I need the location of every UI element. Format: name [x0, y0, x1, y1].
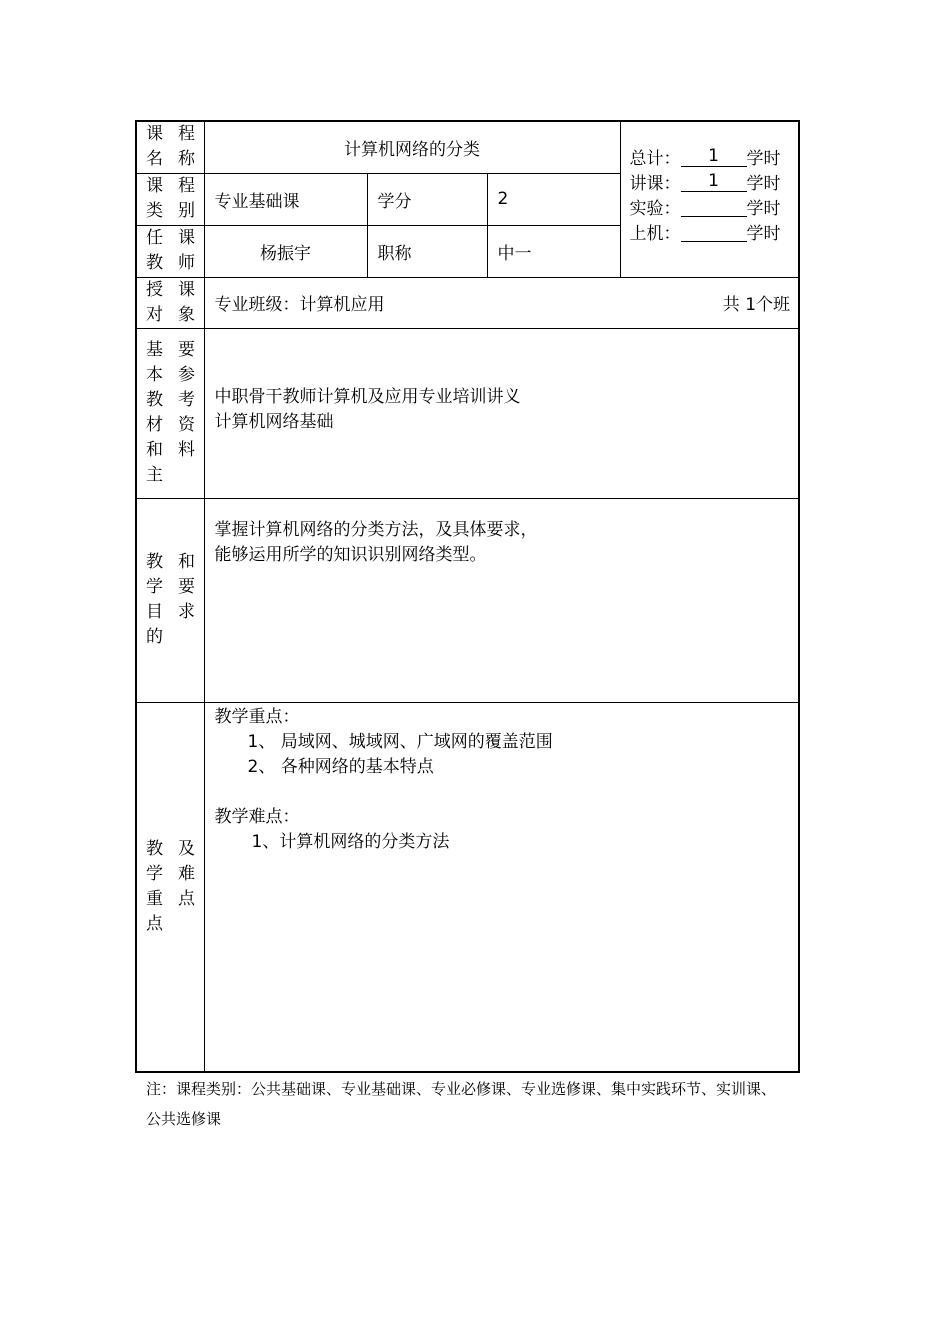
label-char: 别 — [178, 201, 195, 221]
label-char: 课 — [146, 176, 163, 196]
label-char: 课 — [146, 124, 163, 145]
objective-line: 掌握计算机网络的分类方法，及具体要求， — [214, 519, 538, 540]
title-label: 职称 — [367, 225, 487, 277]
label-char: 任 — [146, 228, 163, 248]
objective-line: 能够运用所学的知识识别网络类型。 — [214, 544, 487, 565]
label-char: 本 — [146, 365, 163, 385]
hours-unit: 学时 — [746, 149, 781, 169]
difficulty-heading: 教学难点： — [214, 806, 300, 827]
key-point-item: 2、 各种网络的基本特点 — [247, 756, 434, 777]
label-char: 教 — [146, 838, 163, 859]
teacher-name: 杨振宇 — [204, 225, 367, 277]
difficulty-item: 1、计算机网络的分类方法 — [251, 831, 450, 852]
label-objectives — [136, 498, 204, 702]
label-char: 对 — [146, 304, 163, 325]
hours-panel — [620, 121, 799, 277]
hours-unit: 学时 — [746, 174, 781, 194]
course-info-table — [135, 120, 800, 1073]
label-char: 参 — [178, 365, 195, 385]
label-char: 料 — [178, 440, 195, 460]
class-count: 共 1个班 — [722, 295, 791, 315]
hours-row — [630, 197, 799, 222]
material-line: 计算机网络基础 — [214, 412, 334, 432]
label-char: 象 — [178, 304, 195, 325]
label-char: 点 — [146, 913, 163, 934]
label-course-name — [136, 121, 204, 173]
key-points-cell — [204, 702, 799, 1072]
course-type-value: 专业基础课 — [204, 173, 367, 225]
label-char: 求 — [178, 602, 195, 622]
hours-unit: 学时 — [746, 199, 781, 219]
label-key-points — [136, 702, 204, 1072]
label-char: 学 — [146, 863, 163, 884]
hours-label: 上机： — [629, 224, 681, 244]
credit-label: 学分 — [367, 173, 487, 225]
credit-value: 2 — [487, 173, 620, 225]
label-char: 师 — [178, 253, 195, 273]
label-course-type — [136, 173, 204, 225]
hours-value: 1 — [681, 172, 747, 192]
hours-value: 1 — [681, 147, 747, 167]
label-char: 要 — [178, 340, 195, 360]
label-char: 和 — [178, 552, 195, 572]
material-line: 中职骨干教师计算机及应用专业培训讲义 — [214, 387, 521, 407]
label-char: 主 — [146, 465, 163, 485]
label-char: 学 — [146, 577, 163, 597]
key-point-item: 1、 局域网、城域网、广域网的覆盖范围 — [247, 731, 553, 752]
label-materials — [136, 328, 204, 498]
label-audience — [136, 277, 204, 328]
label-char: 称 — [178, 149, 195, 170]
footnote-line: 注：课程类别：公共基础课、专业基础课、专业必修课、专业选修课、集中实践环节、实训课、 — [146, 1080, 777, 1098]
materials-cell — [204, 328, 799, 498]
hours-row — [630, 147, 799, 172]
label-char: 程 — [178, 124, 195, 145]
label-char: 程 — [178, 176, 195, 196]
objectives-cell — [204, 498, 799, 702]
label-char: 教 — [146, 253, 163, 273]
key-points-heading: 教学重点： — [214, 706, 300, 727]
label-char: 教 — [146, 390, 163, 410]
label-char: 重 — [146, 888, 163, 909]
hours-label: 讲课： — [629, 174, 681, 194]
hours-value — [681, 222, 747, 242]
audience-cell — [204, 277, 799, 328]
hours-row — [630, 172, 799, 197]
label-char: 授 — [146, 279, 163, 300]
label-char: 课 — [178, 279, 195, 300]
hours-label: 实验： — [629, 199, 681, 219]
label-char: 课 — [178, 228, 195, 248]
label-char: 的 — [146, 627, 163, 647]
audience-value: 专业班级：计算机应用 — [214, 295, 385, 315]
hours-label: 总计： — [629, 149, 681, 169]
label-char: 难 — [178, 863, 195, 884]
label-char: 材 — [146, 415, 163, 435]
hours-value — [681, 197, 747, 217]
label-char: 及 — [178, 838, 195, 859]
label-char: 类 — [146, 201, 163, 221]
label-char: 基 — [146, 340, 163, 360]
label-char: 教 — [146, 552, 163, 572]
hours-row — [630, 222, 799, 247]
title-value: 中一 — [487, 225, 620, 277]
hours-unit: 学时 — [746, 224, 781, 244]
footnote-line: 公共选修课 — [146, 1110, 222, 1128]
label-char: 名 — [146, 149, 163, 170]
label-char: 和 — [146, 440, 163, 460]
label-teacher — [136, 225, 204, 277]
label-char: 点 — [178, 888, 195, 909]
label-char: 考 — [178, 390, 195, 410]
label-char: 目 — [146, 602, 163, 622]
label-char: 资 — [178, 415, 195, 435]
label-char: 要 — [178, 577, 195, 597]
course-title: 计算机网络的分类 — [204, 121, 620, 173]
footnote — [146, 1074, 816, 1134]
